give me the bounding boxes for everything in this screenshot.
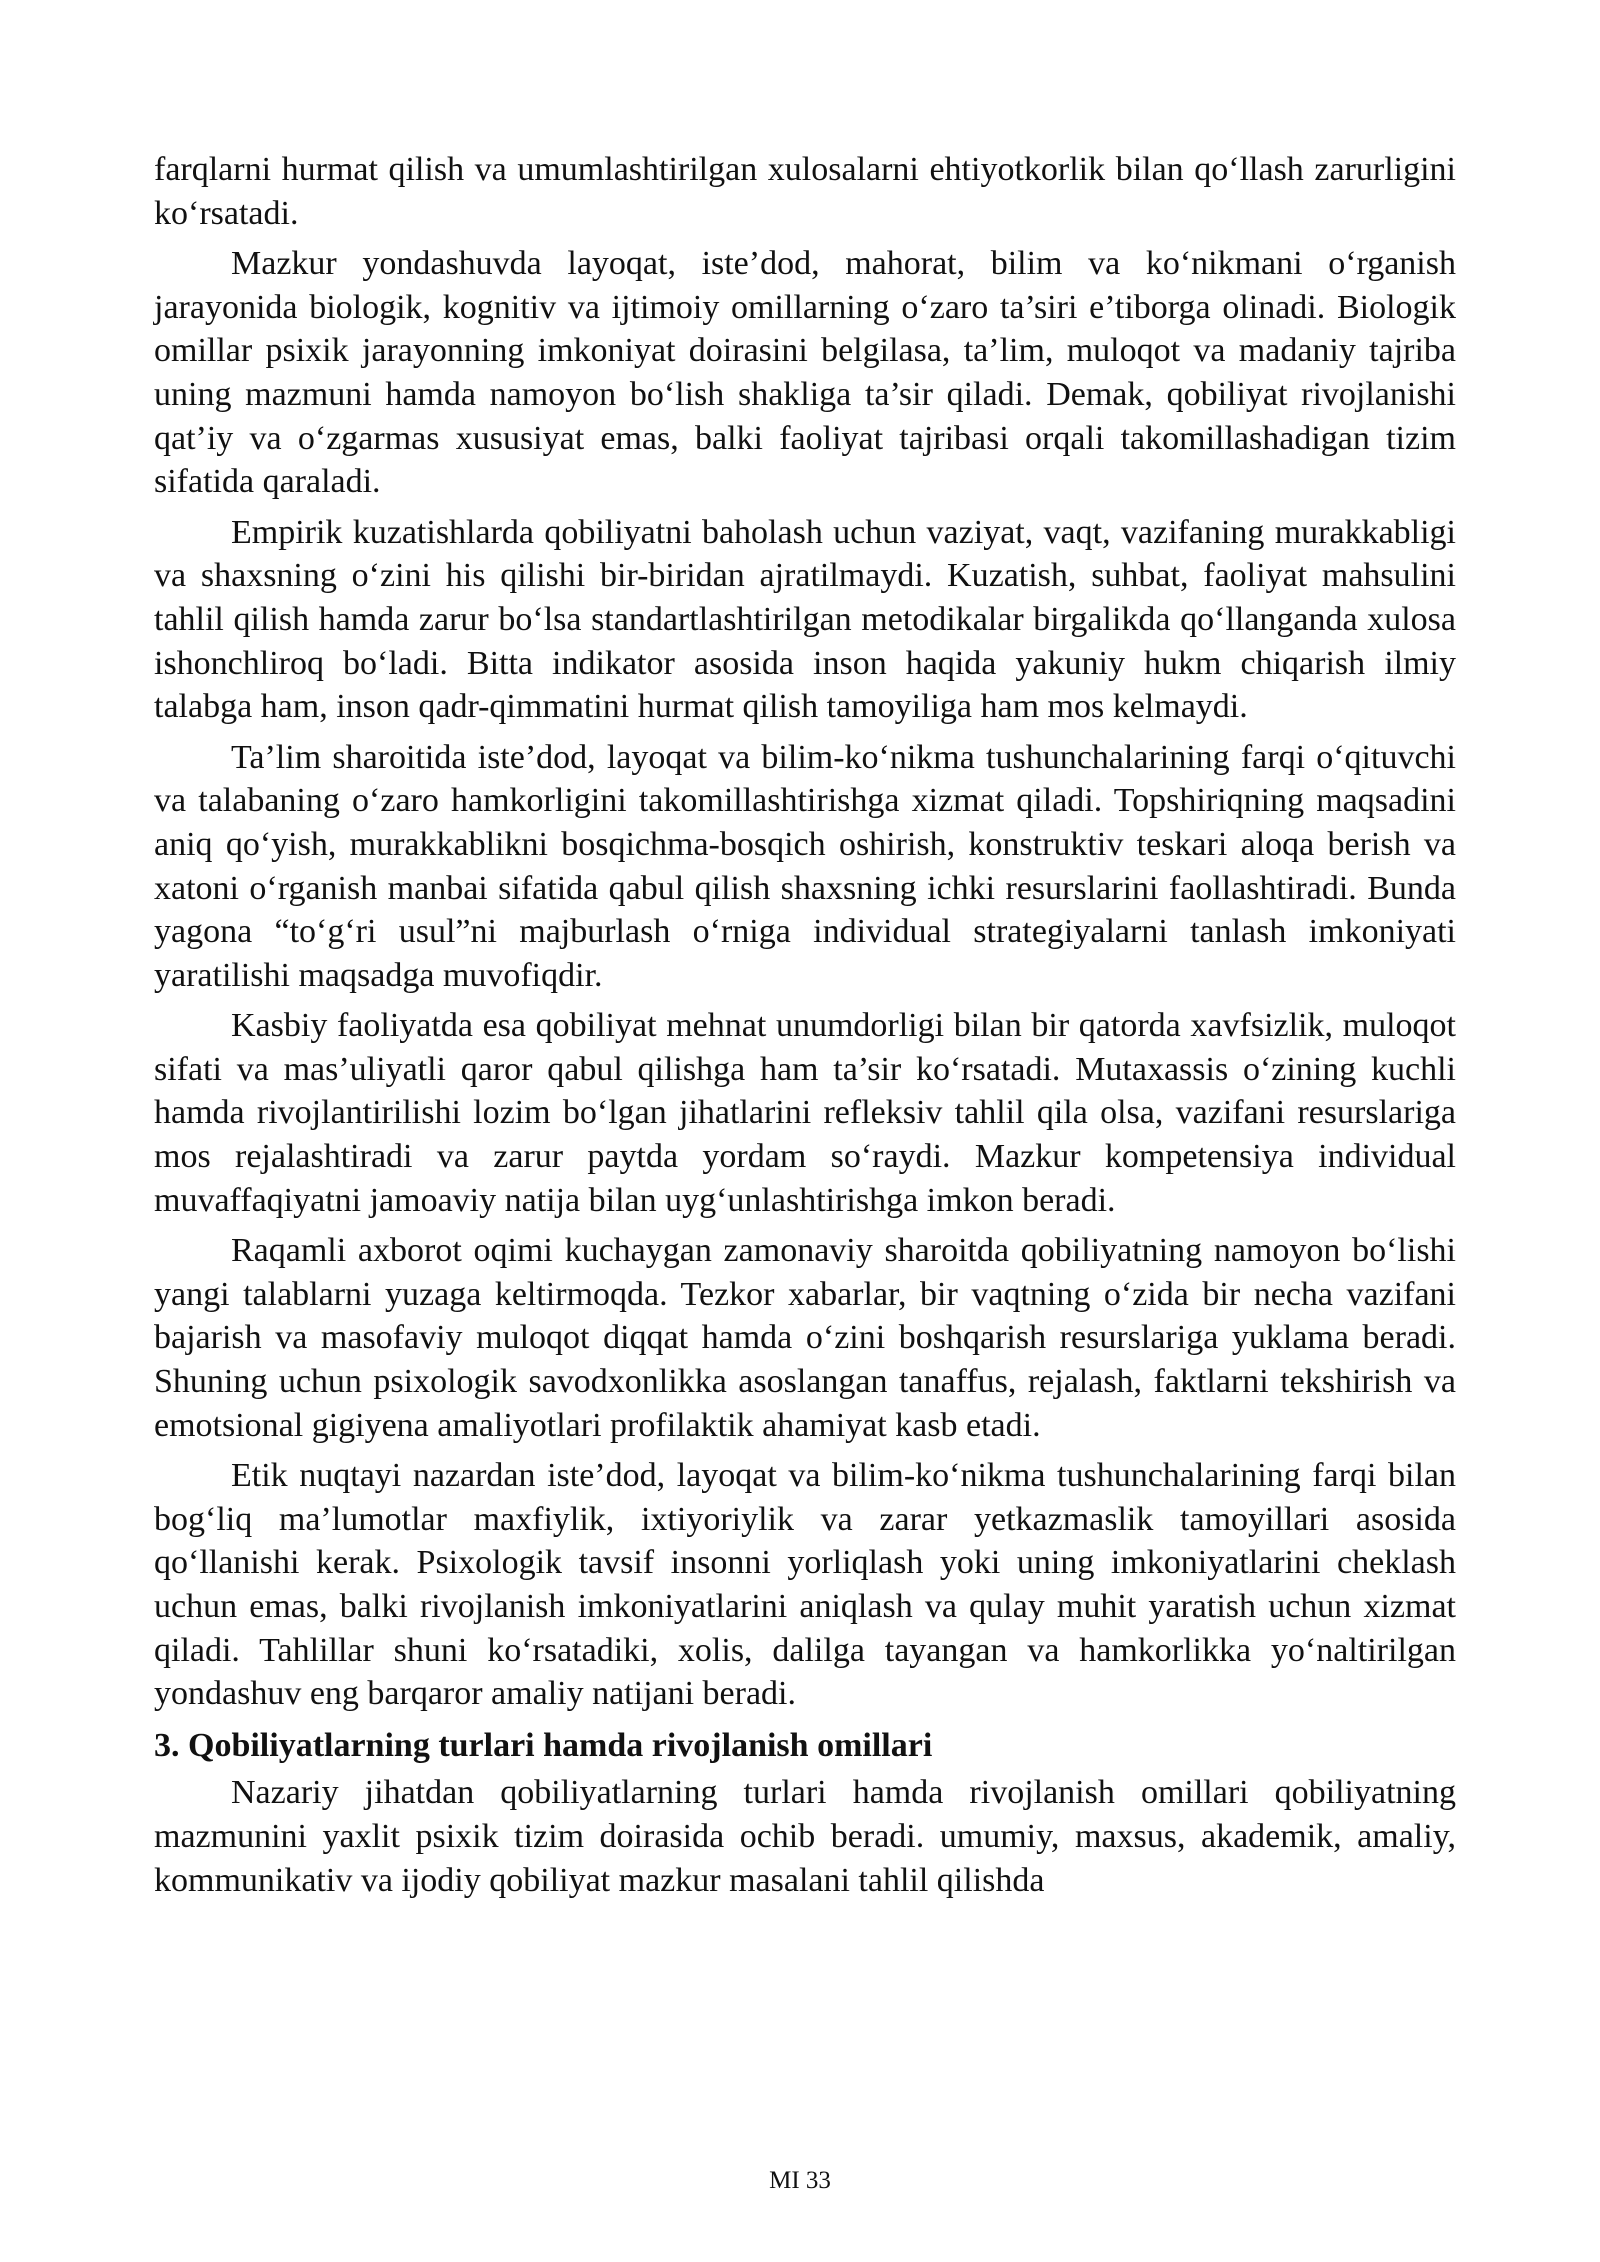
page-number: MI 33 xyxy=(769,2167,831,2194)
paragraph: Mazkur yondashuvda layoqat, iste’dod, mahorat, bilim va ko‘nikmani o‘rganish jarayonida biologik, kognitiv va ijtimoiy omillarning o‘zaro ta’siri e’tiborga olinadi. Biologik omillar psixik jarayonning imkoniyat doirasini belgilasa, ta’lim, muloqot va madaniy tajriba uning mazmuni hamda namoyon bo‘lish shakliga ta’sir qiladi. Demak, qobiliyat rivojlanishi qat’iy va o‘zgarmas xususiyat emas, balki faoliyat tajribasi orqali takomillashadigan tizim sifatida qaraladi. xyxy=(154,245,1456,501)
paragraph: Raqamli axborot oqimi kuchaygan zamonaviy sharoitda qobiliyatning namoyon bo‘lishi yangi talablarni yuzaga keltirmoqda. Tezkor xabarlar, bir vaqtning o‘zida bir necha vazifani bajarish va masofaviy muloqot diqqat hamda o‘zini boshqarish resurslariga yuklama beradi. Shuning uchun psixologik savodxonlikka asoslangan tanaffus, rejalash, faktlarni tekshirish va emotsional gigiyena amaliyotlari profilaktik ahamiyat kasb etadi. xyxy=(154,1232,1456,1444)
page-body xyxy=(154,148,1456,1909)
paragraph-continuation: farqlarni hurmat qilish va umumlashtirilgan xulosalarni ehtiyotkorlik bilan qo‘llash zarurligini ko‘rsatadi. xyxy=(154,151,1456,232)
section-paragraph: Nazariy jihatdan qobiliyatlarning turlari hamda rivojlanish omillari qobiliyatning mazmunini yaxlit psixik tizim doirasida ochib beradi. umumiy, maxsus, akademik, amaliy, kommunikativ va ijodiy qobiliyat mazkur masalani tahlil qilishda xyxy=(154,1774,1456,1899)
paragraph: Empirik kuzatishlarda qobiliyatni baholash uchun vaziyat, vaqt, vazifaning murakkabligi va shaxsning o‘zini his qilishi bir-biridan ajratilmaydi. Kuzatish, suhbat, faoliyat mahsulini tahlil qilish hamda zarur bo‘lsa standartlashtirilgan metodikalar birgalikda qo‘llanganda xulosa ishonchliroq bo‘ladi. Bitta indikator asosida inson haqida yakuniy hukm chiqarish ilmiy talabga ham, inson qadr-qimmatini hurmat qilish tamoyiliga ham mos kelmaydi. xyxy=(154,513,1456,726)
paragraph: Kasbiy faoliyatda esa qobiliyat mehnat unumdorligi bilan bir qatorda xavfsizlik, muloqot sifati va mas’uliyatli qaror qabul qilishga ham ta’sir ko‘rsatadi. Mutaxassis o‘zining kuchli hamda rivojlantirilishi lozim bo‘lgan jihatlarini refleksiv tahlil qila olsa, vazifani resurslariga mos rejalashtiradi va zarur paytda yordam so‘raydi. Mazkur kompetensiya individual muvaffaqiyatni jamoaviy natija bilan uyg‘unlashtirishga imkon beradi. xyxy=(154,1007,1456,1219)
section-heading: 3. Qobiliyatlarning turlari hamda rivojlanish omillari xyxy=(154,1726,933,1764)
paragraph: Ta’lim sharoitida iste’dod, layoqat va bilim-ko‘nikma tushunchalarining farqi o‘qituvchi va talabaning o‘zaro hamkorligini takomillashtirishga xizmat qiladi. Topshiriqning maqsadini aniq qo‘yish, murakkablikni bosqichma-bosqich oshirish, konstruktiv teskari aloqa berish va xatoni o‘rganish manbai sifatida qabul qilish shaxsning ichki resurslarini faollashtiradi. Bunda yagona “to‘g‘ri usul”ni majburlash o‘rniga individual strategiyalarni tanlash imkoniyati yaratilishi maqsadga muvofiqdir. xyxy=(154,738,1456,994)
paragraph: Etik nuqtayi nazardan iste’dod, layoqat va bilim-ko‘nikma tushunchalarining farqi bilan bog‘liq ma’lumotlar maxfiylik, ixtiyoriylik va zarar yetkazmaslik tamoyillari asosida qo‘llanishi kerak. Psixologik tavsif insonni yorliqlash yoki uning imkoniyatlarini cheklash uchun emas, balki rivojlanish imkoniyatlarini aniqlash va qulay muhit yaratish uchun xizmat qiladi. Tahlillar shuni ko‘rsatadiki, xolis, dalilga tayangan va hamkorlikka yo‘naltirilgan yondashuv eng barqaror amaliy natijani beradi. xyxy=(154,1457,1456,1713)
